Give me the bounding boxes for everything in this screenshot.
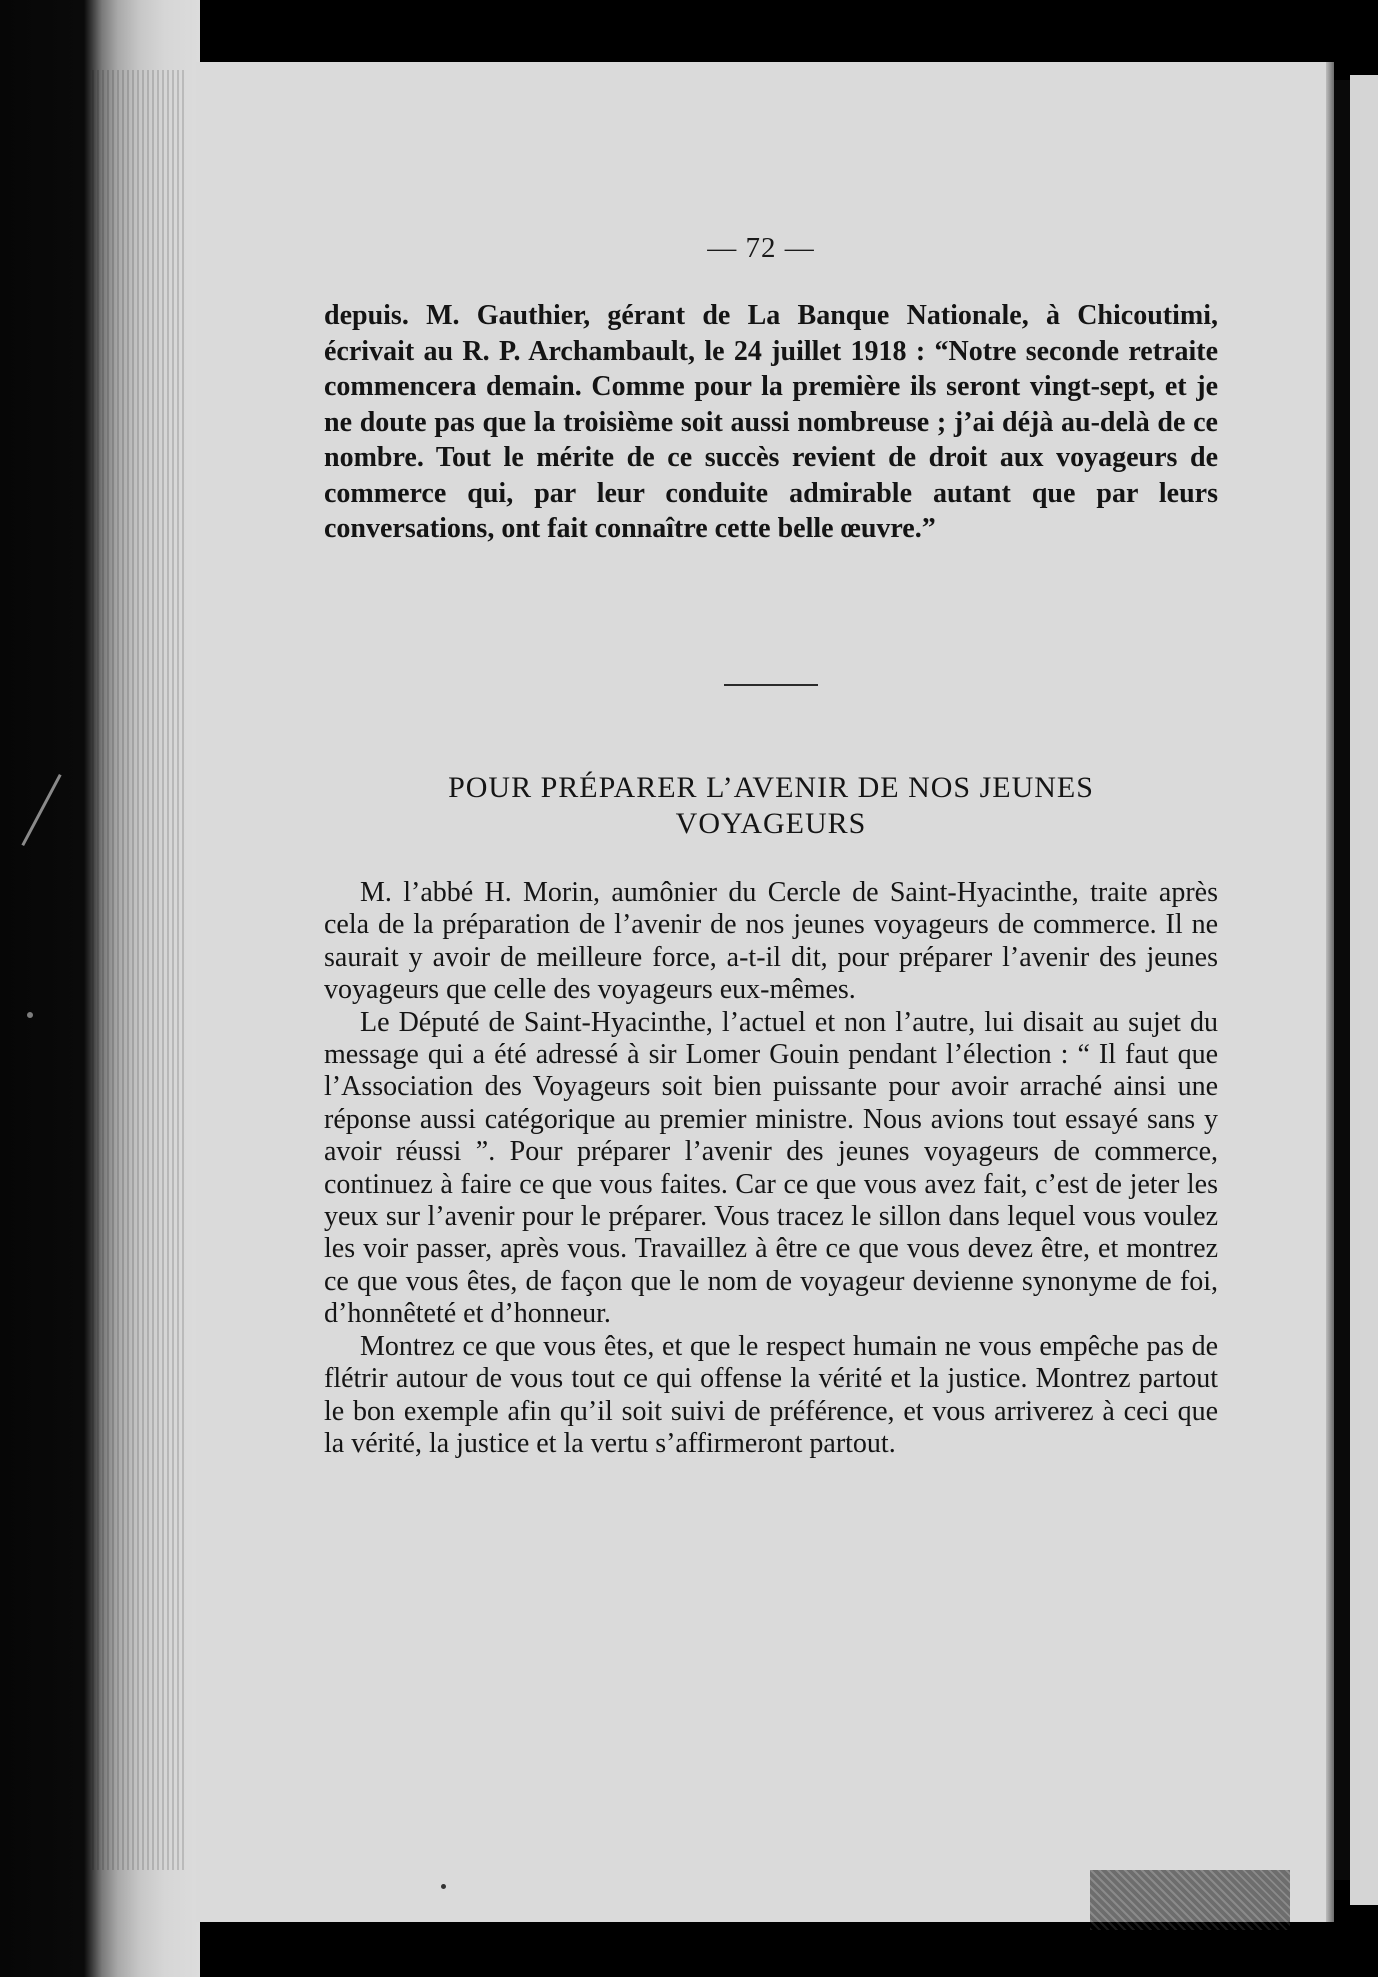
body-paragraph-1: M. l’abbé H. Morin, aumônier du Cercle de Saint-Hyacinthe, traite après cela de la préparation de l’avenir de nos jeunes voyageurs de commerce. Il ne saurait y avoir de meilleure force, a-t-il dit, pour préparer l’avenir des jeunes voyageurs que celle des voyageurs eux-mêmes. [324,877,1218,1006]
section-heading [324,770,1218,842]
body-paragraph-3: Montrez ce que vous êtes, et que le respect humain ne vous empêche pas de flétrir autour de vous tout ce qui offense la vérité et la justice. Montrez partout le bon exemple afin qu’il soit suivi de préférence, et vous arriverez à ceci que la vérité, la justice et la vertu s’affirmeront partout. [324,1330,1218,1459]
body-paragraph-2: Le Député de Saint-Hyacinthe, l’actuel et non l’autre, lui disait au sujet du message qui a été adressé à sir Lomer Gouin pendant l’élection : “ Il faut que l’Association des Voyageurs soit bien puissante pour avoir arraché ainsi une réponse aussi catégorique au premier ministre. Nous avions tout essayé sans y avoir réussi ”. Pour préparer l’avenir des jeunes voyageurs de commerce, continuez à faire ce que vous faites. Car ce que vous avez fait, c’est de jeter les yeux sur l’avenir pour le préparer. Vous tracez le sillon dans lequel vous voulez les voir passer, après vous. Travaillez à être ce que vous devez être, et montrez ce que vous êtes, de façon que le nom de voyageur devienne synonyme de foi, d’honnêteté et d’honneur. [324,1006,1218,1330]
page-fold-shadow [1334,80,1350,1880]
gutter-page-edges [92,70,187,1870]
page-number: — 72 — [707,232,815,264]
page-speck [441,1884,446,1889]
page-right-edge [1326,62,1334,1922]
section-body [324,877,1218,1460]
section-divider-rule [724,684,818,686]
section-heading-line-1: POUR PRÉPARER L’AVENIR DE NOS JEUNES [448,771,1094,804]
adjacent-page-edge [1350,75,1378,1905]
gutter-speck [27,1012,33,1018]
section-heading-line-2: VOYAGEURS [675,807,867,840]
intro-paragraph: depuis. M. Gauthier, gérant de La Banque Nationale, à Chicoutimi, écrivait au R. P. Archambault, le 24 juillet 1918 : “Notre seconde retraite commencera demain. Comme pour la première ils seront vingt-sept, et je ne doute pas que la troisième soit aussi nombreuse ; j’ai déjà au-delà de ce nombre. Tout le mérite de ce succès revient de droit aux voyageurs de commerce qui, par leur conduite admirable autant que par leurs conversations, ont fait connaître cette belle œuvre.” [324,300,1218,544]
scan-noise [1090,1870,1290,1930]
